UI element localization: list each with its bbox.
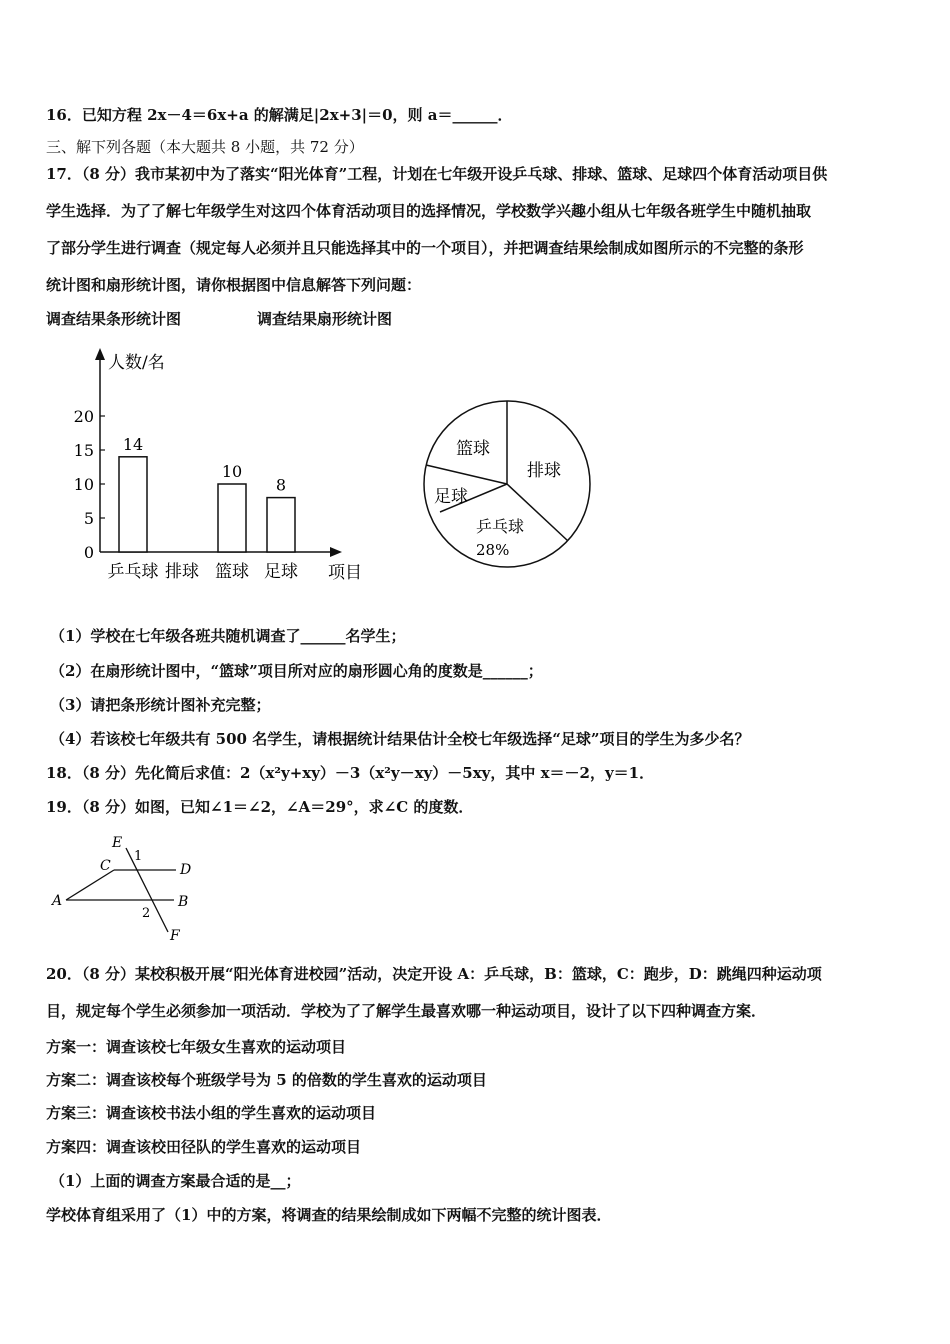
bar-chart	[60, 340, 390, 590]
q20-plan-4: 方案四：调查该校田径队的学生喜欢的运动项目	[46, 1138, 362, 1156]
y-tick-label: 15	[73, 441, 94, 460]
pie-chart-caption: 调查结果扇形统计图	[257, 310, 393, 328]
y-tick-label: 20	[73, 407, 94, 426]
pie-value-pingpong: 28%	[476, 541, 510, 559]
question-18: 18．（8 分）先化简后求值：2（x²y+xy）－3（x²y－xy）－5xy，其中 x＝－2，y＝1．	[46, 764, 655, 782]
label-a: A	[52, 893, 63, 909]
bar	[267, 498, 295, 552]
q20-line-1: 20．（8 分）某校积极开展“阳光体育进校园”活动，决定开设 A：乒乓球，B：篮球，C：跑步，D：跳绳四种运动项	[46, 965, 822, 983]
q20-last-line: 学校体育组采用了（1）中的方案，将调查的结果绘制成如下两幅不完整的统计图表．	[46, 1206, 612, 1224]
q17-sub-3: （3）请把条形统计图补充完整；	[50, 696, 271, 714]
y-tick-label: 0	[83, 543, 94, 562]
y-axis-arrow	[95, 348, 105, 360]
section-title: 三、解下列各题（本大题共 8 小题，共 72 分）	[46, 138, 364, 156]
bar	[119, 457, 147, 552]
x-axis-label: 项目	[328, 563, 362, 583]
q17-sub-2: （2）在扇形统计图中，“篮球”项目所对应的扇形圆心角的度数是______；	[50, 662, 543, 680]
question-16: 16．已知方程 2x－4＝6x+a 的解满足|2x+3|＝0，则 a＝______．	[46, 106, 513, 124]
q20-sub-1: （1）上面的调查方案最合适的是__；	[50, 1172, 301, 1190]
bar-value-label: 10	[221, 462, 243, 481]
pie-label-football: 足球	[434, 487, 468, 507]
category-label: 篮球	[215, 562, 249, 582]
q17-line-1: 17．（8 分）我市某初中为了落实“阳光体育”工程，计划在七年级开设乒乓球、排球、篮球、足球四个体育活动项目供	[46, 165, 828, 183]
y-axis-label: 人数/名	[108, 353, 165, 373]
pie-label-volleyball: 排球	[527, 461, 561, 481]
pie-divider-left	[426, 465, 507, 484]
category-label: 排球	[165, 562, 199, 582]
category-label: 足球	[264, 562, 298, 582]
y-tick-label: 5	[83, 509, 94, 528]
line-ac	[66, 870, 114, 900]
bar	[218, 484, 246, 552]
bar-chart-caption: 调查结果条形统计图	[46, 310, 182, 328]
q20-plan-2: 方案二：调查该校每个班级学号为 5 的倍数的学生喜欢的运动项目	[46, 1071, 487, 1089]
category-label: 乒乓球	[107, 562, 159, 582]
question-19: 19．（8 分）如图，已知∠1＝∠2，∠A＝29°，求∠C 的度数．	[46, 798, 474, 816]
pie-label-basketball: 篮球	[456, 439, 490, 459]
bar-value-label: 8	[275, 475, 287, 495]
q17-line-2: 学生选择．为了了解七年级学生对这四个体育活动项目的选择情况，学校数学兴趣小组从七年级各班学生中随机抽取	[46, 202, 812, 220]
label-angle-1: 1	[134, 849, 143, 864]
geometry-figure	[46, 832, 216, 947]
bar-value-label: 14	[122, 434, 144, 454]
label-c: C	[100, 858, 111, 874]
label-b: B	[178, 894, 189, 910]
q17-line-4: 统计图和扇形统计图，请你根据图中信息解答下列问题：	[46, 276, 422, 294]
y-tick-label: 10	[73, 475, 94, 494]
pie-label-pingpong: 乒乓球	[476, 517, 525, 536]
label-f: F	[170, 928, 180, 944]
q20-line-2: 目，规定每个学生必须参加一项活动．学校为了了解学生最喜欢哪一种运动项目，设计了以下四种调查方案．	[46, 1002, 767, 1020]
q20-plan-3: 方案三：调查该校书法小组的学生喜欢的运动项目	[46, 1104, 377, 1122]
q20-plan-1: 方案一：调查该校七年级女生喜欢的运动项目	[46, 1038, 347, 1056]
q17-sub-1: （1）学校在七年级各班共随机调查了______名学生；	[50, 627, 406, 645]
x-axis-arrow	[330, 547, 342, 557]
q17-line-3: 了部分学生进行调查（规定每人必须并且只能选择其中的一个项目），并把调查结果绘制成如图所示的不完整的条形	[46, 239, 804, 257]
q17-sub-4: （4）若该校七年级共有 500 名学生，请根据统计结果估计全校七年级选择“足球”项目的学生为多少名？	[50, 730, 750, 748]
pie-chart	[410, 392, 610, 582]
label-d: D	[180, 862, 192, 878]
label-angle-2: 2	[142, 906, 151, 921]
label-e: E	[112, 835, 123, 851]
